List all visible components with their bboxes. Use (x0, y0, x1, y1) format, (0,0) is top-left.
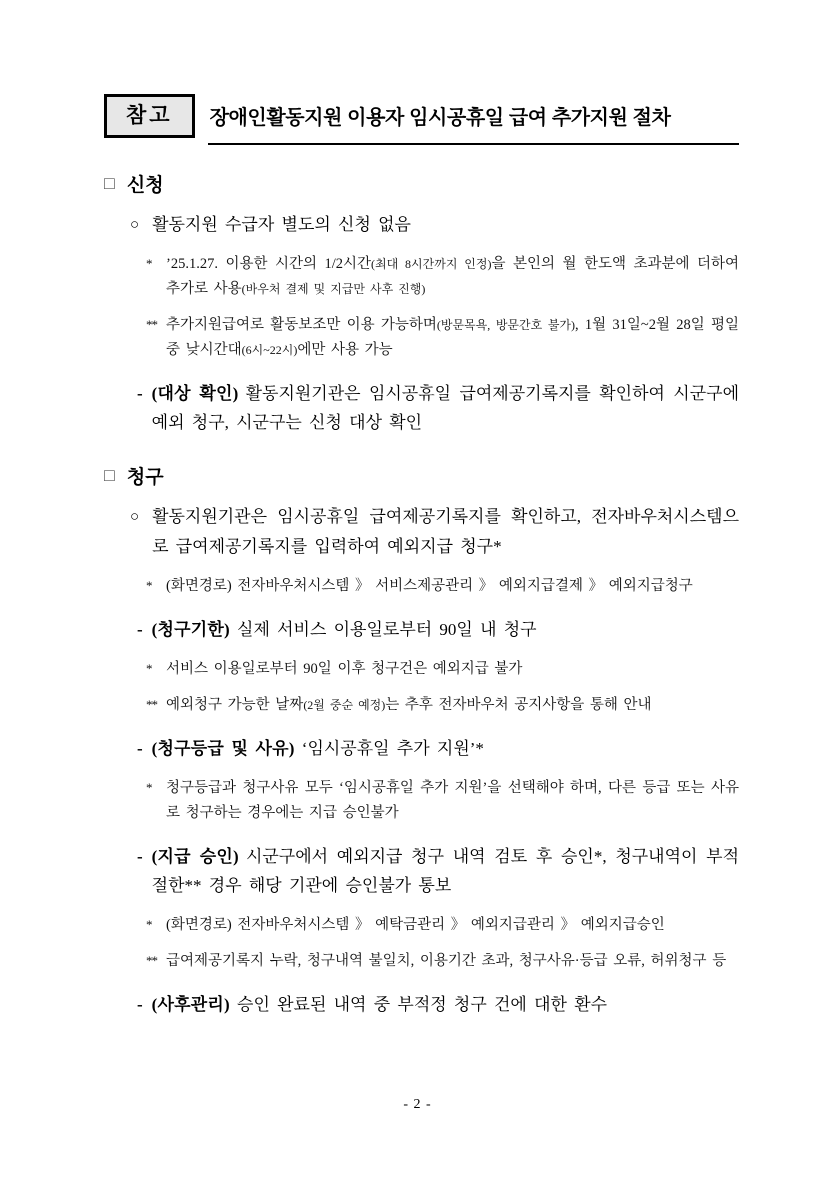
dash-item-body: 활동지원기관은 임시공휴일 급여제공기록지를 확인하여 시군구에 예외 청구, 시군구는 신청 대상 확인 (151, 383, 739, 432)
section-heading (104, 170, 739, 197)
list-item (130, 210, 739, 240)
dash-item-label: (청구등급 및 사유) (151, 738, 295, 758)
square-bullet-icon: □ (104, 172, 115, 193)
circle-bullet-icon: ○ (130, 509, 140, 526)
reference-badge-label: 참고 (126, 104, 173, 127)
circle-bullet-icon: ○ (130, 217, 140, 233)
text-segment: 서비스 이용일로부터 90일 이후 청구건은 예외지급 불가 (166, 660, 523, 677)
footnote-text (166, 313, 739, 363)
section-claim (104, 462, 739, 1019)
footnote-item (146, 252, 739, 302)
footnote-item (146, 657, 739, 682)
footnote-marker: * (146, 780, 152, 795)
section-heading-label: 신청 (126, 175, 164, 196)
dash-item-label: (사후관리) (151, 995, 230, 1015)
dash-bullet: - (137, 619, 143, 639)
footnote-text (166, 693, 652, 718)
footnote-item (146, 313, 739, 363)
footnote-item (146, 693, 739, 718)
dash-item-text (152, 615, 537, 644)
text-segment: (최대 8시간까지 인정) (371, 257, 492, 271)
text-segment: (6시~22시) (241, 342, 298, 357)
dash-item (137, 615, 739, 644)
footnote-item (146, 913, 739, 938)
dash-item-body: 시군구에서 예외지급 청구 내역 검토 후 승인*, 청구내역이 부적절한** 경우 해당 기관에 승인불가 통보 (151, 846, 739, 896)
dash-item-body: ‘임시공휴일 추가 지원’* (301, 738, 484, 758)
text-segment: (화면경로) 전자바우처시스템 》 서비스제공관리 》 예외지급결제 》 예외지급청구 (166, 577, 693, 594)
footnote-marker: * (146, 917, 152, 933)
text-segment: 는 추후 전자바우처 공지사항을 통해 안내 (385, 696, 652, 713)
title-underline-area (208, 94, 739, 145)
dash-item-label: (지급 승인) (151, 846, 239, 866)
dash-item-body: 승인 완료된 내역 중 부적정 청구 건에 대한 환수 (237, 995, 608, 1015)
dash-bullet: - (137, 846, 143, 866)
text-segment: , 1월 31일~2월 28일 평일 중 낮시간대 (166, 316, 739, 358)
footnote-marker: * (146, 660, 152, 676)
dash-item-text (152, 734, 484, 763)
footnote-marker: * (146, 256, 152, 271)
footnote-text (166, 574, 693, 599)
item-text: 활동지원 수급자 별도의 신청 없음 (152, 215, 411, 234)
text-segment: 급여제공기록지 누락, 청구내역 불일치, 이용기간 초과, 청구사유·등급 오류, 허위청구 등 (166, 953, 727, 970)
footnote-text (166, 657, 522, 682)
dash-item-label: (청구기한) (151, 619, 230, 639)
page-footer (0, 1097, 835, 1113)
footnote-text (166, 776, 739, 826)
footnote-text (166, 949, 726, 974)
square-bullet-icon: □ (104, 464, 115, 485)
dash-item (137, 990, 739, 1019)
dash-bullet: - (137, 738, 143, 758)
dash-item-text (152, 379, 739, 437)
document-header (104, 94, 739, 145)
item-text: 활동지원기관은 임시공휴일 급여제공기록지를 확인하고, 전자바우처시스템으로 급여제공기록지를 입력하여 예외지급 청구* (152, 507, 739, 556)
footnote-marker: * (146, 577, 152, 593)
dash-item (137, 842, 739, 900)
footnote-marker: ** (146, 953, 157, 969)
section-apply (104, 170, 739, 437)
dash-item-body: 실제 서비스 이용일로부터 90일 내 청구 (237, 619, 537, 639)
text-segment: 을 본인의 월 한도액 초과분에 더하여 추가로 사용 (166, 256, 739, 297)
section-heading-label: 청구 (126, 467, 164, 489)
text-segment: (화면경로) 전자바우처시스템 》 예탁금관리 》 예외지급관리 》 예외지급승인 (166, 917, 665, 934)
list-item (130, 502, 739, 562)
text-segment: (2월 중순 예정) (303, 697, 386, 712)
footnote-item (146, 574, 739, 599)
text-segment: (바우처 결제 및 지급만 사후 진행) (241, 281, 426, 296)
text-segment: 예외청구 가능한 날짜 (166, 696, 304, 713)
text-segment: 청구등급과 청구사유 모두 ‘임시공휴일 추가 지원’을 선택해야 하며, 다른 등급 또는 사유로 청구하는 경우에는 지급 승인불가 (166, 780, 739, 821)
text-segment: 추가지원급여로 활동보조만 이용 가능하며 (166, 316, 437, 333)
dash-bullet: - (137, 383, 143, 403)
dash-item (137, 379, 739, 437)
reference-badge (104, 94, 195, 138)
dash-item-text (152, 842, 739, 900)
footnote-marker: ** (146, 696, 157, 712)
section-heading (104, 462, 739, 489)
dash-bullet: - (137, 995, 143, 1015)
footnote-text (166, 913, 665, 938)
dash-item-label: (대상 확인) (151, 383, 239, 403)
dash-item (137, 734, 739, 763)
text-segment: ’25.1.27. 이용한 시간의 1/2시간 (166, 256, 371, 272)
dash-item-text (152, 990, 607, 1019)
footnote-item (146, 776, 739, 826)
footnote-item (146, 949, 739, 974)
text-segment: 에만 사용 가능 (297, 341, 393, 358)
page-title: 장애인활동지원 이용자 임시공휴일 급여 추가지원 절차 (209, 107, 671, 129)
page-number: - 2 - (403, 1097, 432, 1112)
footnote-text (166, 252, 739, 302)
footnote-marker: ** (146, 316, 157, 332)
text-segment: (방문목욕, 방문간호 불가) (436, 317, 576, 332)
